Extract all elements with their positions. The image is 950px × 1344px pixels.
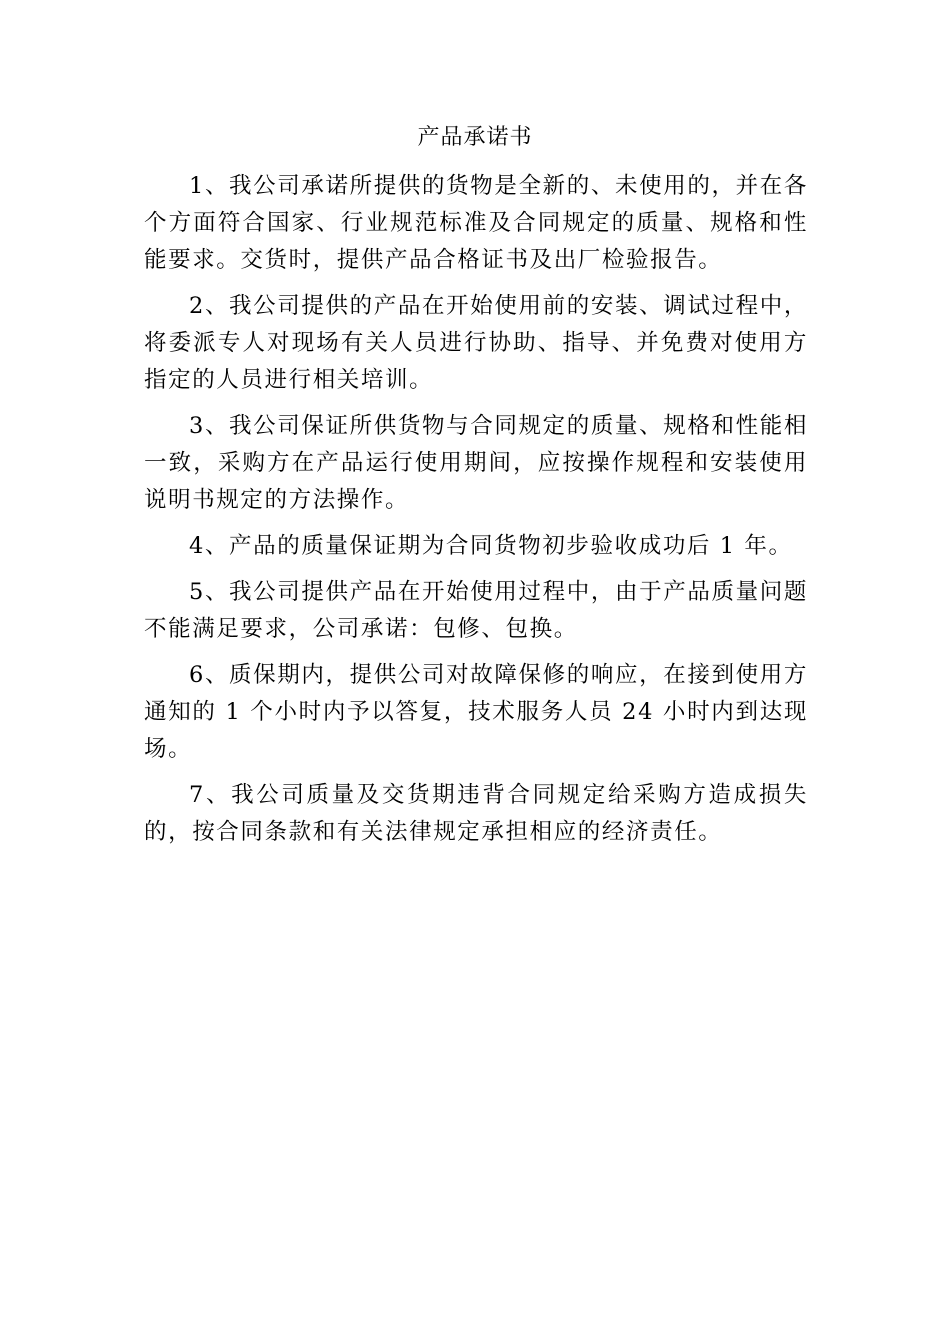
paragraph-4: 4、产品的质量保证期为合同货物初步验收成功后 1 年。 <box>189 533 793 559</box>
paragraph-6: 6、质保期内，提供公司对故障保修的响应，在接到使用方通知的 1 个小时内予以答复，技术服务人员 24 小时内到达现场。 <box>144 662 808 762</box>
document-title: 产品承诺书 <box>417 125 533 150</box>
paragraph-2: 2、我公司提供的产品在开始使用前的安装、调试过程中，将委派专人对现场有关人员进行协助、指导、并免费对使用方指定的人员进行相关培训。 <box>144 293 808 393</box>
paragraph-1: 1、我公司承诺所提供的货物是全新的、未使用的，并在各个方面符合国家、行业规范标准及合同规定的质量、规格和性能要求。交货时，提供产品合格证书及出厂检验报告。 <box>144 173 808 273</box>
document-body <box>144 168 808 851</box>
paragraph-7: 7、我公司质量及交货期违背合同规定给采购方造成损失的，按合同条款和有关法律规定承担相应的经济责任。 <box>144 782 808 845</box>
paragraph-5: 5、我公司提供产品在开始使用过程中，由于产品质量问题不能满足要求，公司承诺：包修、包换。 <box>144 579 808 642</box>
paragraph-3: 3、我公司保证所供货物与合同规定的质量、规格和性能相一致，采购方在产品运行使用期间，应按操作规程和安装使用说明书规定的方法操作。 <box>144 413 808 513</box>
